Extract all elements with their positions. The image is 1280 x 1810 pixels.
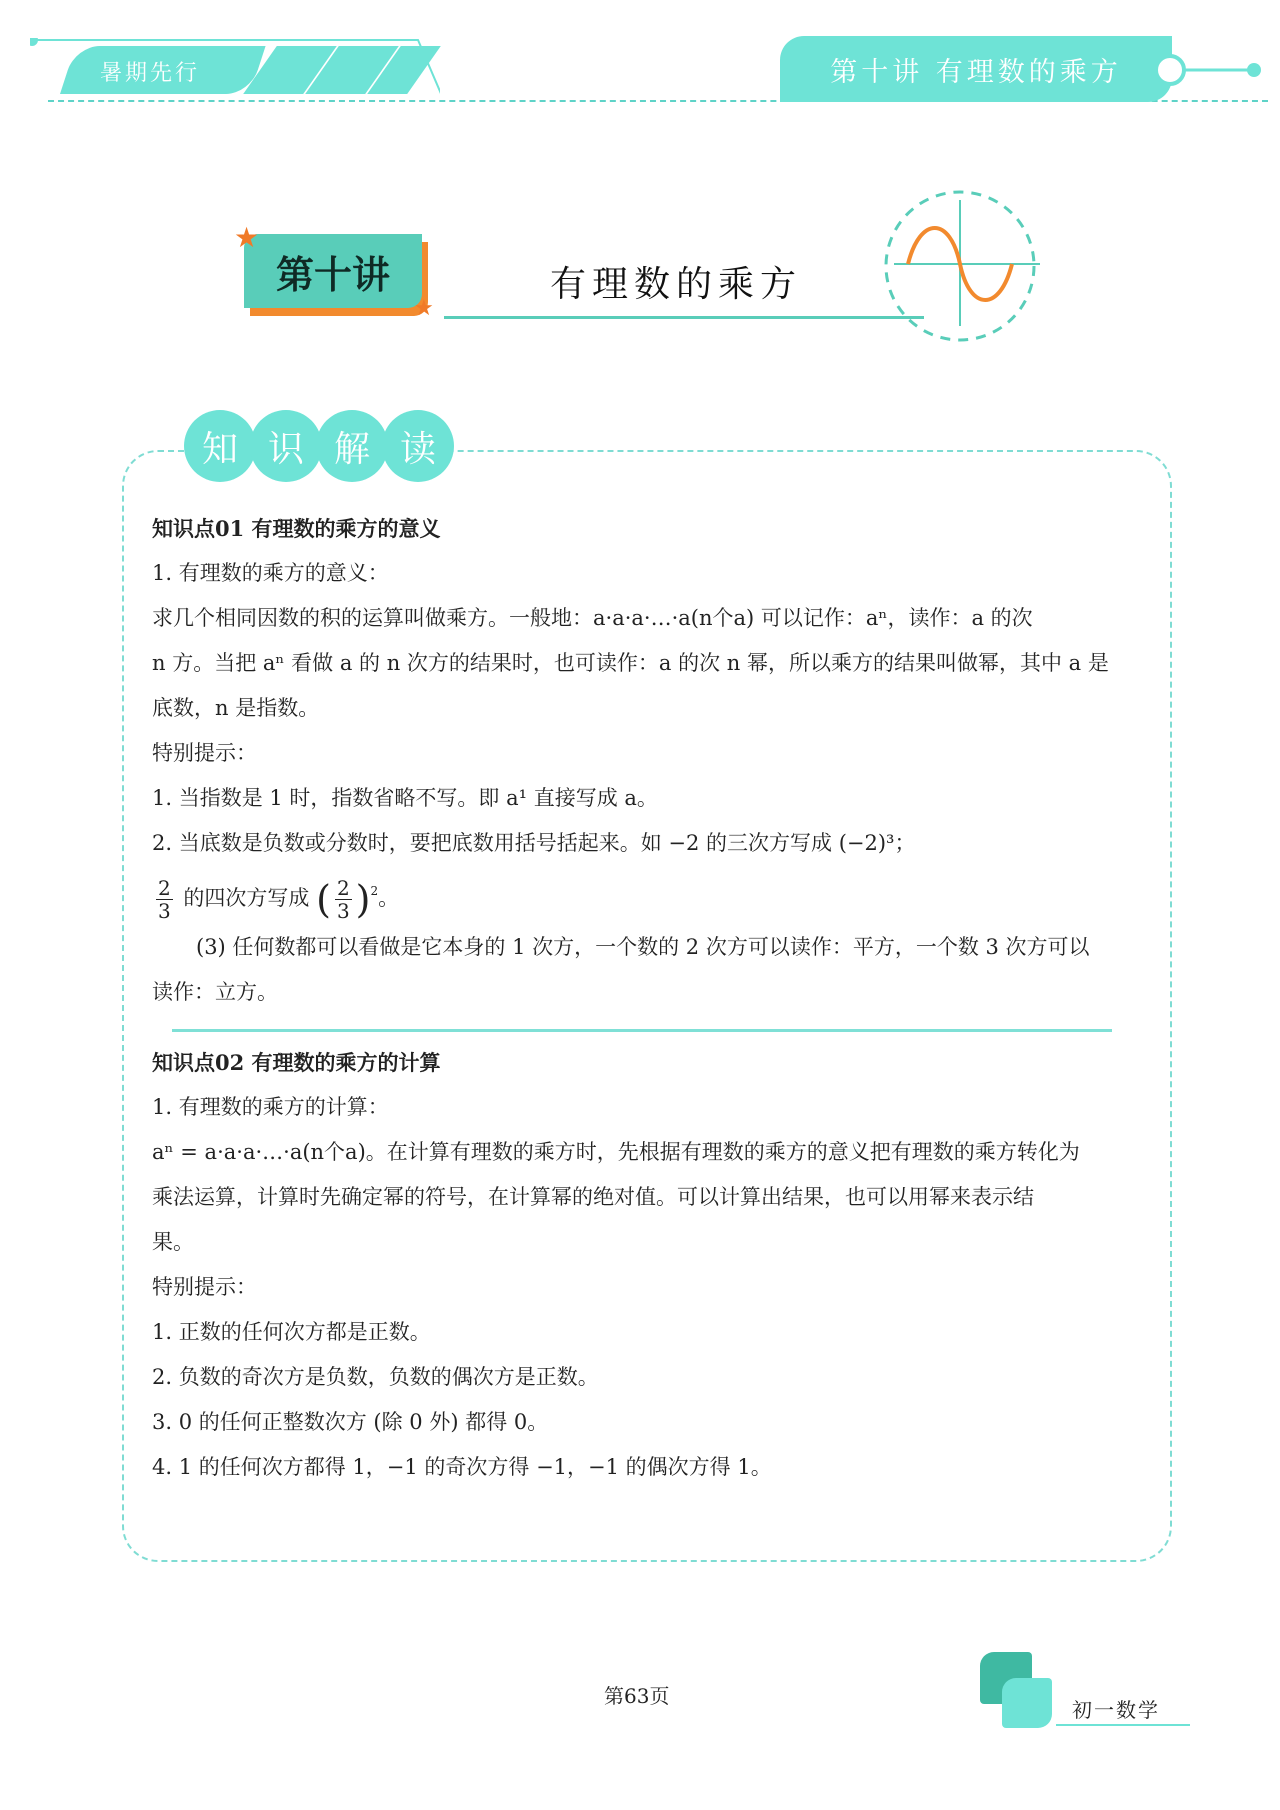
fraction-denominator: 3 — [158, 899, 171, 923]
paren-left: ( — [316, 877, 331, 922]
section-badge-char: 知 — [184, 410, 256, 482]
fraction-end: 。 — [378, 886, 400, 910]
kp1-tip: 读作：立方。 — [152, 979, 278, 1004]
kp2-heading: 知识点02 有理数的乘方的计算 — [152, 1049, 441, 1075]
kp1-subheading: 1. 有理数的乘方的意义： — [152, 561, 389, 585]
fraction-denominator: 3 — [336, 899, 350, 923]
lecture-title: 有理数的乘方 — [550, 264, 803, 305]
section-badge-char: 解 — [316, 410, 388, 482]
lecture-title-underline — [444, 316, 924, 319]
kp1-text-line: 求几个相同因数的积的运算叫做乘方。一般地：a·a·a·…·a(n个a) 可以记作：aⁿ，读作：a 的次 — [152, 606, 1033, 630]
kp1-text-line: n 方。当把 aⁿ 看做 a 的 n 次方的结果时，也可读作：a 的次 n 幂，所以乘方的结果叫做幂，其中 a 是 — [152, 651, 1109, 675]
subject-underline — [1056, 1724, 1190, 1726]
kp2-tip: 2. 负数的奇次方是负数，负数的偶次方是正数。 — [152, 1364, 599, 1389]
section-badge-char: 读 — [382, 410, 454, 482]
header-left-label: 暑期先行 — [100, 61, 201, 86]
knowledge-content — [152, 506, 1132, 1490]
kp2-text-line: 乘法运算，计算时先确定幂的符号，在计算幂的绝对值。可以计算出结果，也可以用幂来表示结 — [152, 1184, 1034, 1209]
kp1-tip: 2. 当底数是负数或分数时，要把底数用括号括起来。如 −2 的三次方写成 (−2)³； — [152, 831, 916, 855]
section-divider — [172, 1029, 1112, 1032]
fraction-numerator: 2 — [158, 876, 171, 900]
kp1-text-line: 底数，n 是指数。 — [152, 696, 320, 720]
page-number: 第63页 — [604, 1684, 670, 1708]
sine-wave-icon — [880, 186, 1040, 346]
footer-square — [1002, 1678, 1052, 1728]
kp2-tip: 4. 1 的任何次方都得 1，−1 的奇次方得 −1，−1 的偶次方得 1。 — [152, 1454, 772, 1479]
kp2-subheading: 1. 有理数的乘方的计算： — [152, 1094, 389, 1119]
fraction — [335, 877, 352, 922]
kp1-tip-fraction-line — [152, 866, 1132, 925]
star-icon: ★ — [414, 296, 434, 321]
lecture-number: 第十讲 — [275, 252, 390, 297]
kp1-heading: 知识点01 有理数的乘方的意义 — [152, 516, 441, 541]
kp2-tip: 3. 0 的任何正整数次方 (除 0 外) 都得 0。 — [152, 1409, 549, 1434]
kp1-tip: (3) 任何数都可以看做是它本身的 1 次方，一个数的 2 次方可以读作：平方，一个数 3 次方可以 — [196, 934, 1090, 959]
section-badge-char: 识 — [250, 410, 322, 482]
kp2-text-line: aⁿ = a·a·a·…·a(n个a)。在计算有理数的乘方时，先根据有理数的乘方的意义把有理数的乘方转化为 — [152, 1139, 1080, 1164]
fraction-text: 的四次方写成 — [183, 886, 310, 910]
kp1-tip-title: 特别提示： — [152, 741, 257, 765]
fraction-numerator: 2 — [336, 876, 350, 900]
kp2-tip-title: 特别提示： — [152, 1274, 257, 1299]
subject-label: 初一数学 — [1072, 1698, 1160, 1722]
kp1-tip: 1. 当指数是 1 时，指数省略不写。即 a¹ 直接写成 a。 — [152, 786, 658, 810]
kp2-text-line: 果。 — [152, 1229, 194, 1254]
lecture-badge — [244, 234, 422, 308]
header-pin-icon — [1150, 50, 1270, 90]
exponent: 2 — [370, 884, 379, 898]
kp2-tip: 1. 正数的任何次方都是正数。 — [152, 1319, 431, 1344]
paren-right: ) — [355, 877, 371, 922]
star-icon: ★ — [234, 221, 260, 254]
header-right-label: 第十讲 有理数的乘方 — [830, 57, 1122, 88]
fraction — [156, 877, 173, 922]
